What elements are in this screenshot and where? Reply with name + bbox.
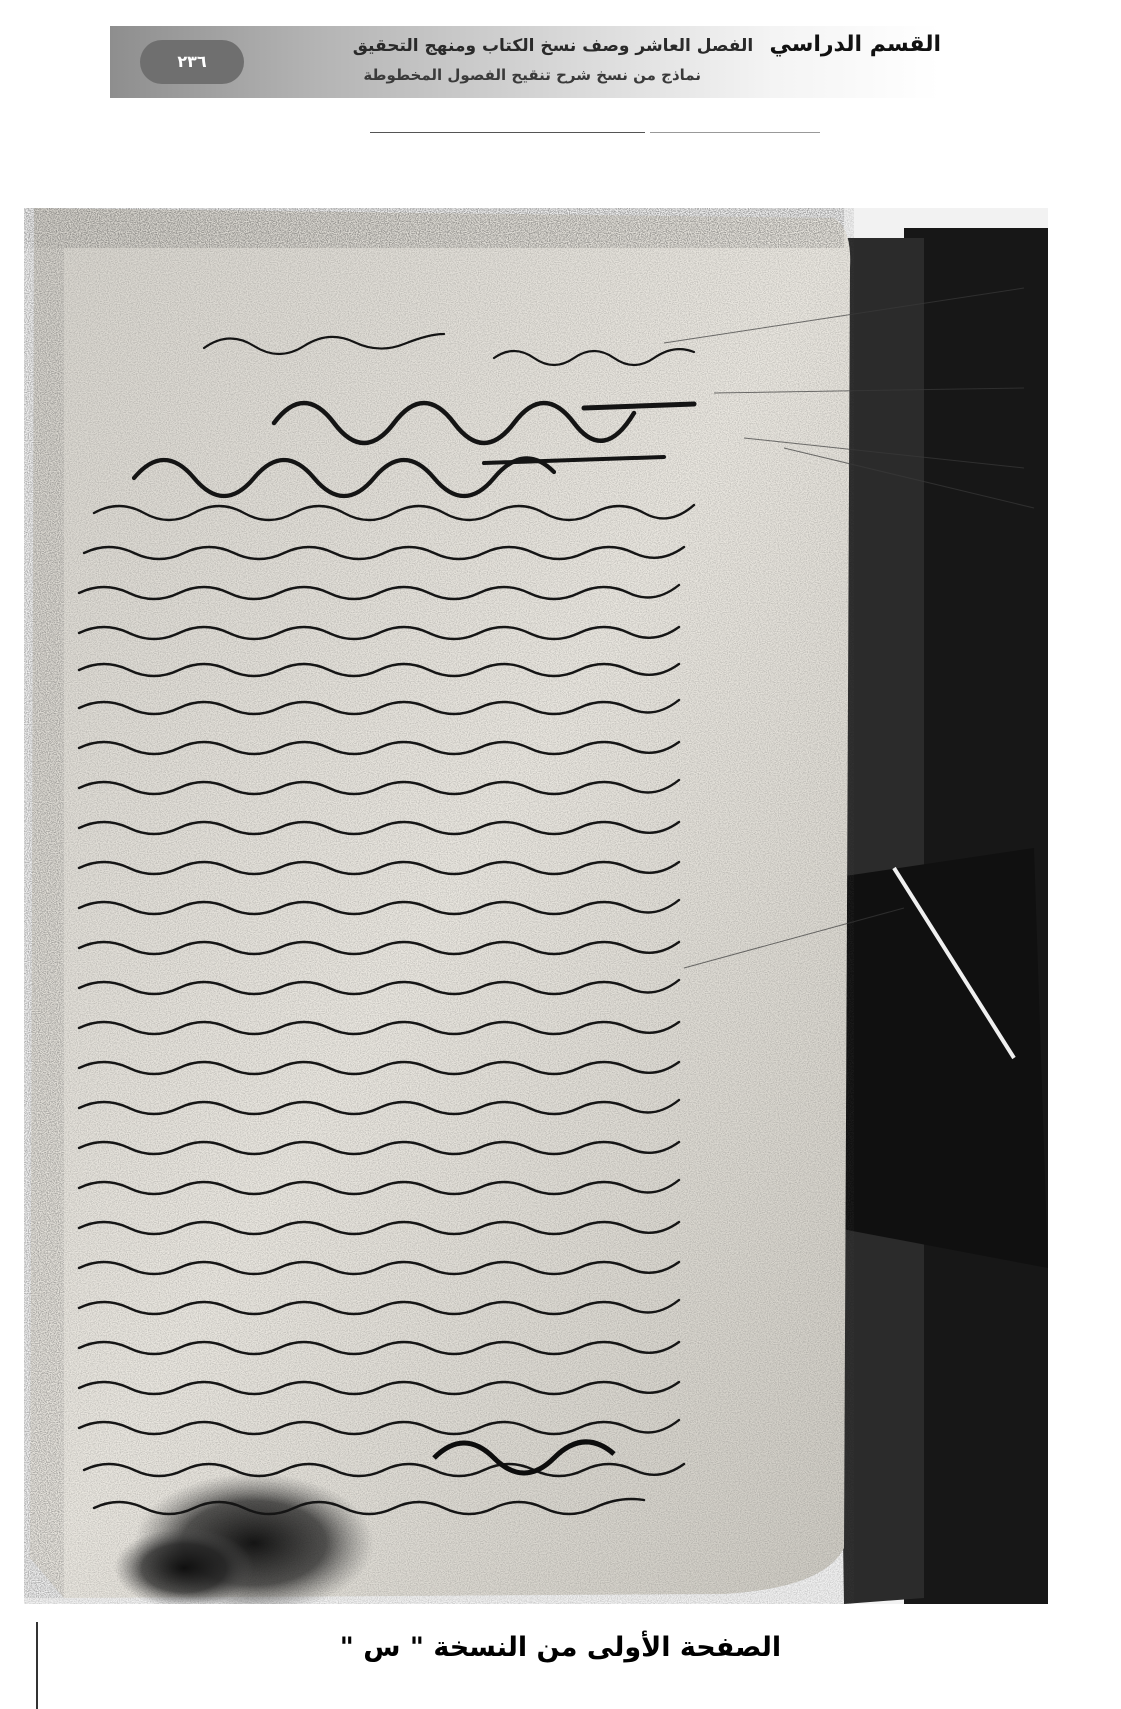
manuscript-image bbox=[24, 208, 1048, 1604]
header-subtitle: نماذج من نسخ شرح تنقيح الفصول المخطوطة bbox=[363, 66, 701, 84]
figure-caption: الصفحة الأولى من النسخة " س " bbox=[339, 1632, 782, 1663]
header-rule-light bbox=[650, 132, 820, 133]
page-number: ٢٣٦ bbox=[140, 40, 244, 84]
header-chapter: الفصل العاشر وصف نسخ الكتاب ومنهج التحقيق bbox=[352, 36, 754, 56]
header-section: القسم الدراسي bbox=[769, 32, 941, 57]
header-rule bbox=[370, 132, 645, 133]
header-title bbox=[353, 32, 941, 57]
